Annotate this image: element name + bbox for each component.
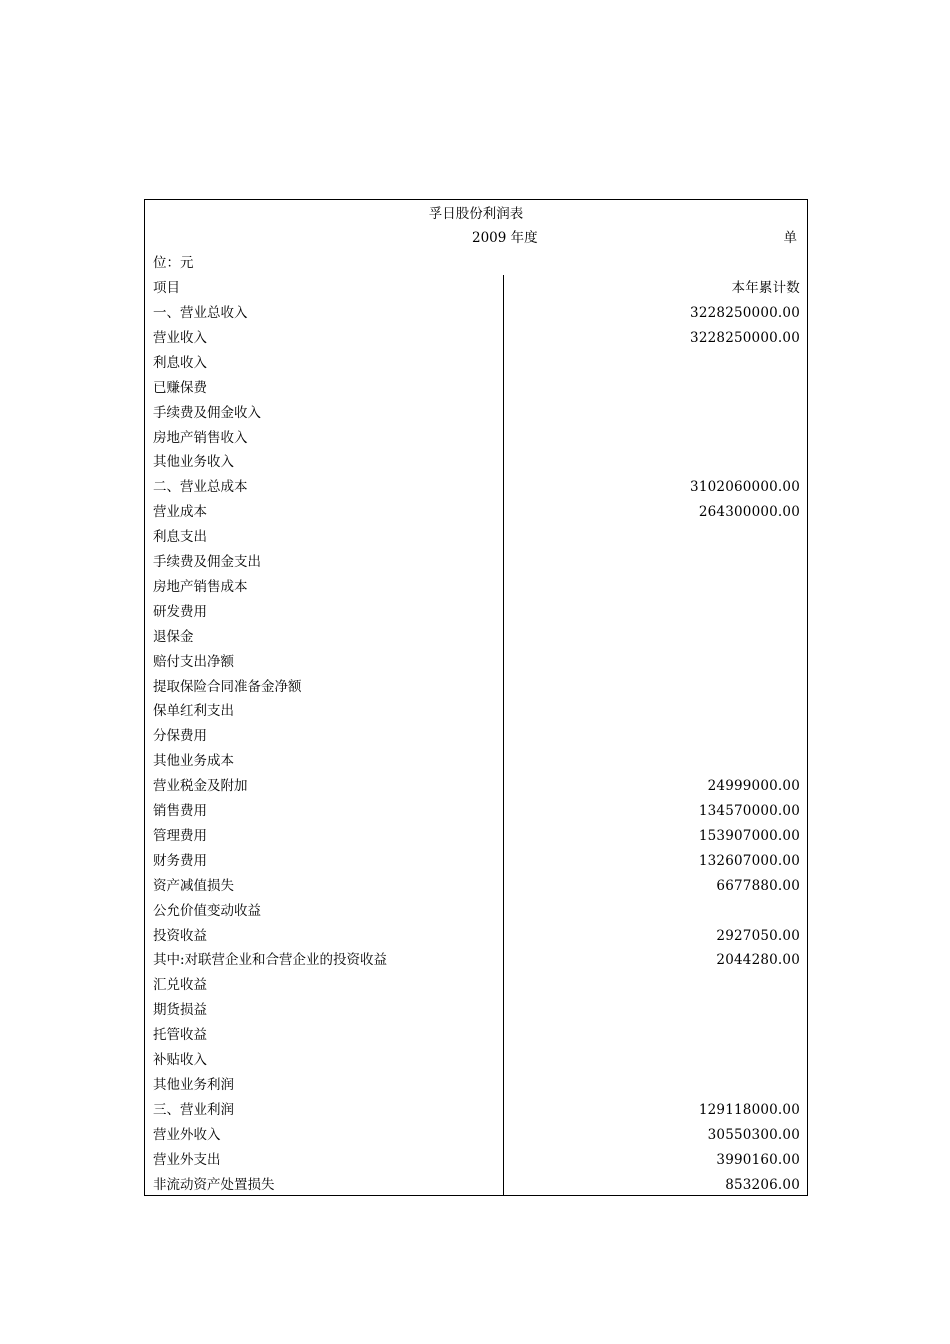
row-value: 3228250000.00 bbox=[690, 329, 800, 346]
row-label: 二、营业总成本 bbox=[153, 479, 248, 496]
row-label: 三、营业利润 bbox=[153, 1101, 234, 1118]
column-header-value: 本年累计数 bbox=[731, 280, 800, 296]
table-row bbox=[145, 401, 807, 426]
row-label: 托管收益 bbox=[153, 1027, 207, 1044]
row-label: 保单红利支出 bbox=[153, 703, 234, 720]
table-row bbox=[145, 774, 807, 799]
table-row bbox=[145, 1023, 807, 1048]
row-value: 134570000.00 bbox=[698, 803, 800, 819]
row-label: 利息收入 bbox=[153, 354, 207, 371]
row-label: 其他业务成本 bbox=[153, 753, 234, 770]
row-value: 24999000.00 bbox=[707, 778, 800, 795]
row-label: 营业成本 bbox=[153, 504, 207, 521]
table-row bbox=[145, 924, 807, 949]
table-row bbox=[145, 301, 807, 326]
row-label: 手续费及佣金支出 bbox=[153, 554, 261, 570]
table-row bbox=[145, 998, 807, 1023]
row-label: 营业外支出 bbox=[153, 1151, 221, 1168]
table-row bbox=[145, 1098, 807, 1123]
table-row bbox=[145, 1148, 807, 1173]
table-row bbox=[145, 500, 807, 525]
row-label: 营业外收入 bbox=[153, 1126, 221, 1143]
table-row bbox=[145, 1073, 807, 1098]
table-title: 孚日股份利润表 bbox=[428, 206, 524, 222]
table-row bbox=[145, 699, 807, 724]
report-year: 2009 年度 bbox=[472, 230, 538, 246]
table-row bbox=[145, 724, 807, 749]
income-statement-table bbox=[144, 199, 808, 1196]
row-label: 赔付支出净额 bbox=[153, 653, 234, 670]
row-label: 管理费用 bbox=[153, 827, 207, 844]
table-row bbox=[145, 351, 807, 376]
row-label: 投资收益 bbox=[153, 927, 207, 944]
row-label: 退保金 bbox=[153, 628, 194, 645]
column-header-row bbox=[145, 276, 807, 301]
table-row bbox=[145, 973, 807, 998]
row-label: 营业税金及附加 bbox=[153, 778, 248, 795]
table-row bbox=[145, 650, 807, 675]
row-value: 264300000.00 bbox=[698, 504, 800, 521]
row-value: 153907000.00 bbox=[698, 827, 800, 844]
row-value: 3102060000.00 bbox=[690, 479, 800, 496]
row-value: 30550300.00 bbox=[707, 1126, 800, 1143]
row-value: 6677880.00 bbox=[716, 877, 800, 894]
row-label: 销售费用 bbox=[153, 803, 207, 819]
row-value: 3990160.00 bbox=[716, 1151, 800, 1168]
row-value: 129118000.00 bbox=[698, 1101, 800, 1118]
table-row bbox=[145, 625, 807, 650]
year-unit-row bbox=[145, 226, 807, 251]
row-label: 其中:对联营企业和合营企业的投资收益 bbox=[153, 952, 388, 969]
table-row bbox=[145, 824, 807, 849]
table-row bbox=[145, 426, 807, 451]
table-row bbox=[145, 550, 807, 575]
row-label: 汇兑收益 bbox=[153, 977, 207, 994]
table-row bbox=[145, 575, 807, 600]
row-value: 2927050.00 bbox=[716, 927, 800, 944]
row-value: 132607000.00 bbox=[698, 852, 800, 869]
row-label: 公允价值变动收益 bbox=[153, 902, 261, 919]
row-label: 其他业务利润 bbox=[153, 1076, 234, 1093]
table-row bbox=[145, 376, 807, 401]
table-row bbox=[145, 450, 807, 475]
row-label: 非流动资产处置损失 bbox=[153, 1176, 275, 1193]
table-row bbox=[145, 849, 807, 874]
row-label: 研发费用 bbox=[153, 603, 207, 620]
table-row bbox=[145, 899, 807, 924]
row-label: 已赚保费 bbox=[153, 379, 207, 396]
row-label: 分保费用 bbox=[153, 728, 207, 745]
row-label: 资产减值损失 bbox=[153, 877, 234, 894]
row-label: 手续费及佣金收入 bbox=[153, 404, 261, 421]
row-label: 其他业务收入 bbox=[153, 454, 234, 471]
table-row bbox=[145, 600, 807, 625]
row-label: 房地产销售成本 bbox=[153, 578, 248, 595]
table-row bbox=[145, 675, 807, 700]
row-label: 营业收入 bbox=[153, 329, 207, 346]
table-row bbox=[145, 874, 807, 899]
table-row bbox=[145, 749, 807, 774]
table-row bbox=[145, 1123, 807, 1148]
column-header-item: 项目 bbox=[153, 280, 180, 296]
row-label: 房地产销售收入 bbox=[153, 429, 248, 446]
row-label: 期货损益 bbox=[153, 1002, 207, 1019]
row-value: 2044280.00 bbox=[716, 952, 800, 969]
row-label: 提取保险合同准备金净额 bbox=[153, 678, 302, 695]
row-label: 财务费用 bbox=[153, 852, 207, 869]
unit-row bbox=[145, 251, 807, 276]
table-row bbox=[145, 475, 807, 500]
row-label: 利息支出 bbox=[153, 529, 207, 546]
table-row bbox=[145, 326, 807, 351]
table-row bbox=[145, 799, 807, 824]
row-label: 一、营业总收入 bbox=[153, 305, 248, 321]
table-row bbox=[145, 948, 807, 973]
table-row bbox=[145, 1048, 807, 1073]
row-value: 3228250000.00 bbox=[690, 305, 800, 321]
table-row bbox=[145, 525, 807, 550]
unit-label-part2: 位：元 bbox=[153, 255, 194, 271]
row-label: 补贴收入 bbox=[153, 1052, 207, 1068]
table-row bbox=[145, 1173, 807, 1198]
unit-label-part1: 单 bbox=[783, 230, 797, 246]
row-value: 853206.00 bbox=[725, 1176, 800, 1193]
